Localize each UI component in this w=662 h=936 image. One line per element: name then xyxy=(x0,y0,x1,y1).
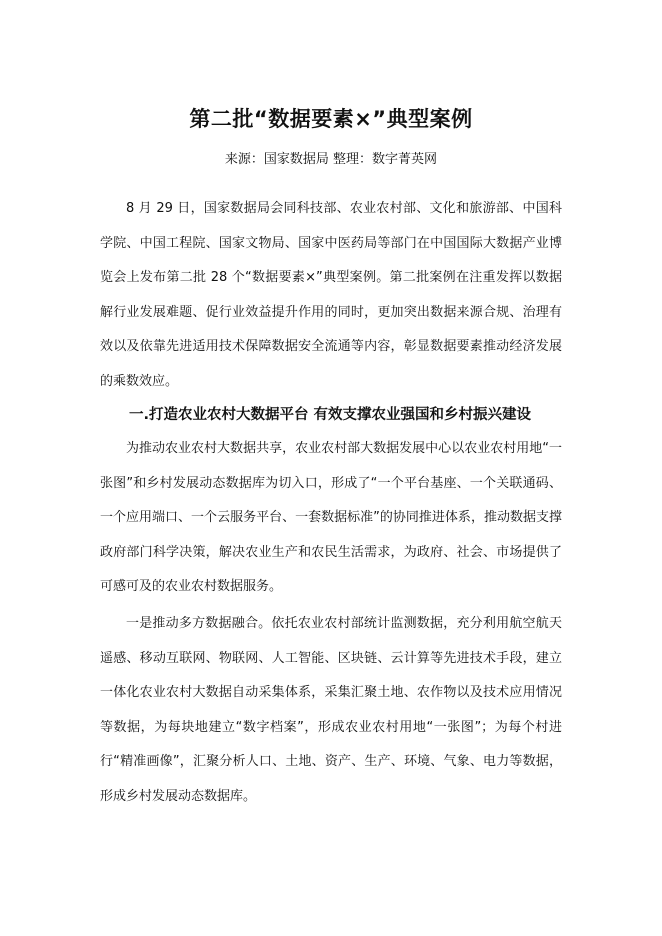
section-paragraph-2: 一是推动多方数据融合。依托农业农村部统计监测数据，充分利用航空航天遥感、移动互联网、物联网、人工智能、区块链、云计算等先进技术手段，建立一体化农业农村大数据自动采集体系，采集汇聚土地、农作物以及技术应用情况等数据，为每块地建立“数字档案”，形成农业农村用地“一张图”；为每个村进行“精准画像”，汇聚分析人口、土地、资产、生产、环境、气象、电力等数据，形成乡村发展动态数据库。 xyxy=(100,616,562,804)
document-title: 第二批“数据要素×”典型案例 xyxy=(189,107,473,131)
source-line: 来源：国家数据局 整理：数字菁英网 xyxy=(224,152,438,167)
intro-paragraph: 8 月 29 日，国家数据局会同科技部、农业农村部、文化和旅游部、中国科学院、中国工程院、国家文物局、国家中医药局等部门在中国国际大数据产业博览会上发布第二批 28 个“数据要素×”典型案例。第二批案例在注重发挥以数据解行业发展难题、促行业效益提升作用的同时，更加突出数据来源合规、治理有效以及依靠先进适用技术保障数据安全流通等内容，彰显数据要素推动经济发展的乘数效应。 xyxy=(100,201,562,389)
section-paragraph-1: 为推动农业农村大数据共享，农业农村部大数据发展中心以农业农村用地“一张图”和乡村发展动态数据库为切入口，形成了“一个平台基座、一个关联通码、一个应用端口、一个云服务平台、一套数据标准”的协同推进体系，推动数据支撑政府部门科学决策，解决农业生产和农民生活需求，为政府、社会、市场提供了可感可及的农业农村数据服务。 xyxy=(100,441,562,594)
section-heading: 一.打造农业农村大数据平台 有效支撑农业强国和乡村振兴建设 xyxy=(129,407,532,423)
